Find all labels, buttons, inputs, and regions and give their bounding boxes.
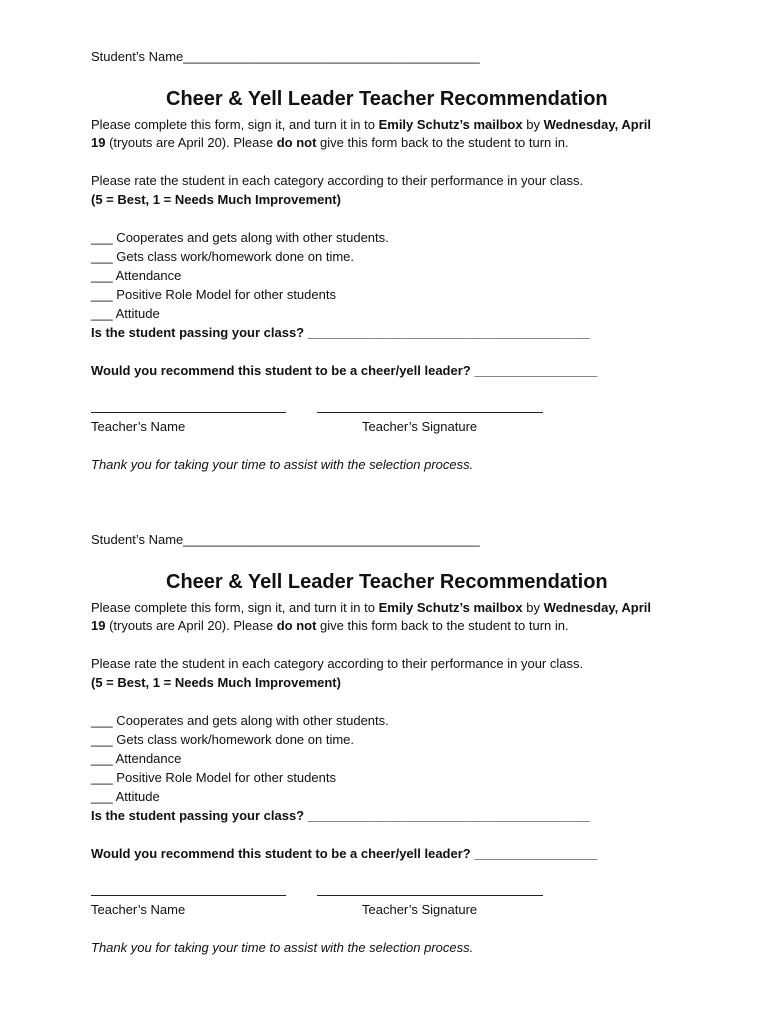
rating-item-homework[interactable]: ___ Gets class work/homework done on time.	[91, 249, 355, 264]
rating-item-attendance[interactable]: ___ Attendance	[91, 751, 182, 766]
student-name-field[interactable]: Student’s Name_________________________________________	[91, 532, 480, 547]
recommend-question[interactable]: Would you recommend this student to be a cheer/yell leader? _________________	[91, 846, 598, 861]
rating-scale: (5 = Best, 1 = Needs Much Improvement)	[91, 675, 341, 690]
teacher-signature-line[interactable]	[317, 895, 543, 896]
teacher-signature-label: Teacher’s Signature	[362, 902, 478, 917]
form-title: Cheer & Yell Leader Teacher Recommendation	[166, 571, 608, 593]
teacher-name-line[interactable]	[91, 412, 286, 413]
teacher-name-label: Teacher’s Name	[91, 902, 186, 917]
student-name-field[interactable]: Student’s Name_________________________________________	[91, 49, 480, 64]
rating-item-attendance[interactable]: ___ Attendance	[91, 268, 182, 283]
form-title: Cheer & Yell Leader Teacher Recommendation	[166, 88, 608, 110]
rating-instruction: Please rate the student in each category according to their performance in your class.	[91, 173, 584, 188]
teacher-signature-line[interactable]	[317, 412, 543, 413]
rating-item-homework[interactable]: ___ Gets class work/homework done on time.	[91, 732, 355, 747]
rating-item-role-model[interactable]: ___ Positive Role Model for other students	[91, 770, 336, 785]
rating-scale: (5 = Best, 1 = Needs Much Improvement)	[91, 192, 341, 207]
teacher-name-label: Teacher’s Name	[91, 419, 186, 434]
instructions-line-1: Please complete this form, sign it, and turn it in to Emily Schutz’s mailbox by Wednesday, April	[91, 600, 651, 615]
thank-you-note: Thank you for taking your time to assist with the selection process.	[91, 457, 474, 472]
teacher-signature-label: Teacher’s Signature	[362, 419, 478, 434]
teacher-name-line[interactable]	[91, 895, 286, 896]
rating-instruction: Please rate the student in each category according to their performance in your class.	[91, 656, 584, 671]
rating-item-attitude[interactable]: ___ Attitude	[91, 789, 160, 804]
passing-question[interactable]: Is the student passing your class? _______________________________________	[91, 808, 590, 823]
rating-item-role-model[interactable]: ___ Positive Role Model for other students	[91, 287, 336, 302]
thank-you-note: Thank you for taking your time to assist with the selection process.	[91, 940, 474, 955]
rating-item-cooperation[interactable]: ___ Cooperates and gets along with other students.	[91, 230, 389, 245]
passing-question[interactable]: Is the student passing your class? _______________________________________	[91, 325, 590, 340]
instructions-line-2: 19 (tryouts are April 20). Please do not give this form back to the student to turn in.	[91, 618, 569, 633]
instructions-line-2: 19 (tryouts are April 20). Please do not give this form back to the student to turn in.	[91, 135, 569, 150]
instructions-line-1: Please complete this form, sign it, and turn it in to Emily Schutz’s mailbox by Wednesday, April	[91, 117, 651, 132]
rating-item-attitude[interactable]: ___ Attitude	[91, 306, 160, 321]
recommend-question[interactable]: Would you recommend this student to be a cheer/yell leader? _________________	[91, 363, 598, 378]
rating-item-cooperation[interactable]: ___ Cooperates and gets along with other students.	[91, 713, 389, 728]
